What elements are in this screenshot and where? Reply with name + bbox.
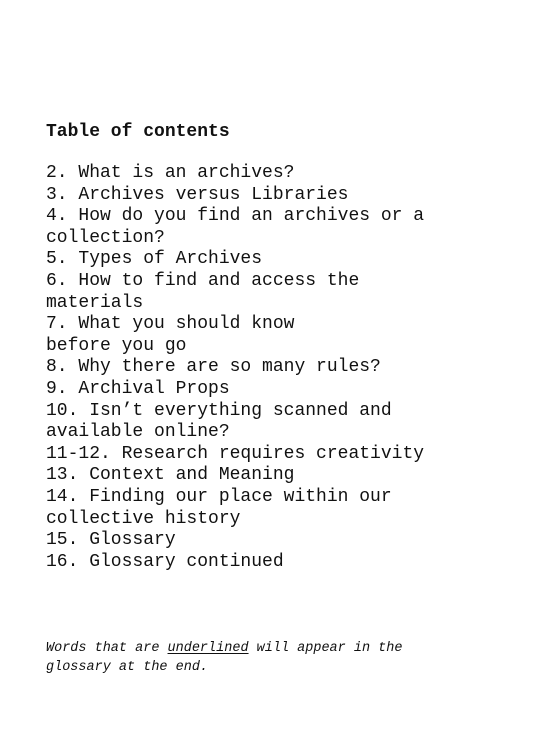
toc-entry: 8. Why there are so many rules? [46,357,381,378]
toc-entry: 6. How to find and access the materials [46,270,360,313]
toc-entry: 15. Glossary [46,530,176,551]
toc-entry: 10. Isn’t everything scanned and available online? [46,400,392,443]
toc-entry: 2. What is an archives? [46,163,295,183]
toc-entry: 14. Finding our place within our collective history [46,486,392,529]
page-title: Table of contents [46,122,230,142]
toc-entry: 7. What you should know before you go [46,314,295,356]
underlined-term-example: underlined [167,641,249,656]
toc-entry: 9. Archival Props [46,378,230,399]
glossary-note-lead: Words that are [46,641,168,656]
glossary-note-tail: will appear in the glossary at the end. [46,641,403,675]
glossary-note [46,639,476,677]
toc-entry: 16. Glossary continued [46,551,284,572]
table-of-contents-list [46,163,506,573]
toc-entry: 11-12. Research requires creativity [46,443,425,464]
toc-entry: 5. Types of Archives [46,249,263,270]
toc-entry: 4. How do you find an archives or a collection? [46,206,425,248]
toc-entry: 13. Context and Meaning [46,465,295,486]
toc-entry: 3. Archives versus Libraries [46,184,349,205]
